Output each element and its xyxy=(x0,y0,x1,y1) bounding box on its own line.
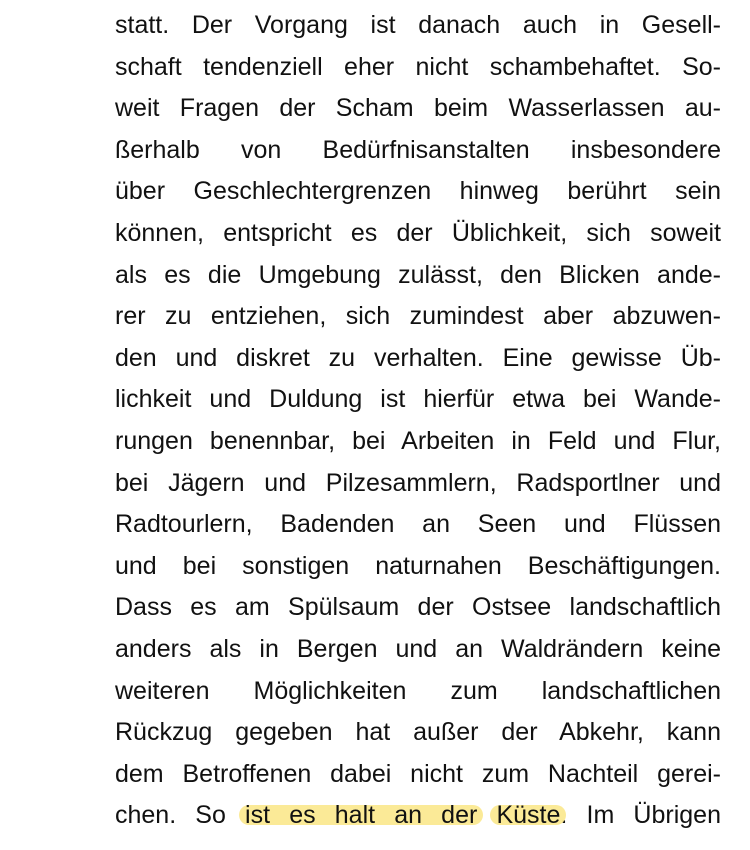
text-line-6: können, entspricht es der Üblichkeit, sich soweit xyxy=(115,218,721,247)
text-line-9: den und diskret zu verhalten. Eine gewisse Üb- xyxy=(115,343,721,372)
last-line-start: chen. So xyxy=(115,801,226,830)
text-line-1: statt. Der Vorgang ist danach auch in Gesell- xyxy=(115,11,721,39)
last-line-end: . Im Übrigen xyxy=(560,801,721,830)
text-line-3: weit Fragen der Scham beim Wasserlassen au- xyxy=(115,94,721,123)
text-line-2: schaft tendenziell eher nicht schambehaftet. So- xyxy=(115,52,721,81)
text-line-16: anders als in Bergen und an Waldrändern keine xyxy=(115,634,721,663)
text-line-10: lichkeit und Duldung ist hierfür etwa bei Wande- xyxy=(115,385,721,414)
text-line-19: dem Betroffenen dabei nicht zum Nachteil gerei- xyxy=(115,759,721,788)
text-line-14: und bei sonstigen naturnahen Beschäftigungen. xyxy=(115,551,721,580)
text-line-13: Radtourlern, Badenden an Seen und Flüssen xyxy=(115,510,721,539)
text-line-15: Dass es am Spülsaum der Ostsee landschaftlich xyxy=(115,593,721,622)
text-line-4: ßerhalb von Bedürfnisanstalten insbesondere xyxy=(115,135,721,164)
highlighted-phrase[interactable]: ist es halt an der xyxy=(245,801,478,830)
text-line-11: rungen benennbar, bei Arbeiten in Feld und Flur, xyxy=(115,426,721,455)
text-line-8: rer zu entziehen, sich zumindest aber abzuwen- xyxy=(115,302,721,331)
text-line-5: über Geschlechtergrenzen hinweg berührt sein xyxy=(115,177,721,206)
text-line-7: als es die Umgebung zulässt, den Blicken ande- xyxy=(115,260,721,289)
highlighted-word[interactable]: Küste xyxy=(496,801,561,830)
text-line-17: weiteren Möglichkeiten zum landschaftlichen xyxy=(115,676,721,705)
text-line-12: bei Jägern und Pilzesammlern, Radsportlner und xyxy=(115,468,721,497)
text-line-18: Rückzug gegeben hat außer der Abkehr, kann xyxy=(115,718,721,747)
text-line-20 xyxy=(115,795,721,837)
body-paragraph xyxy=(115,5,721,837)
